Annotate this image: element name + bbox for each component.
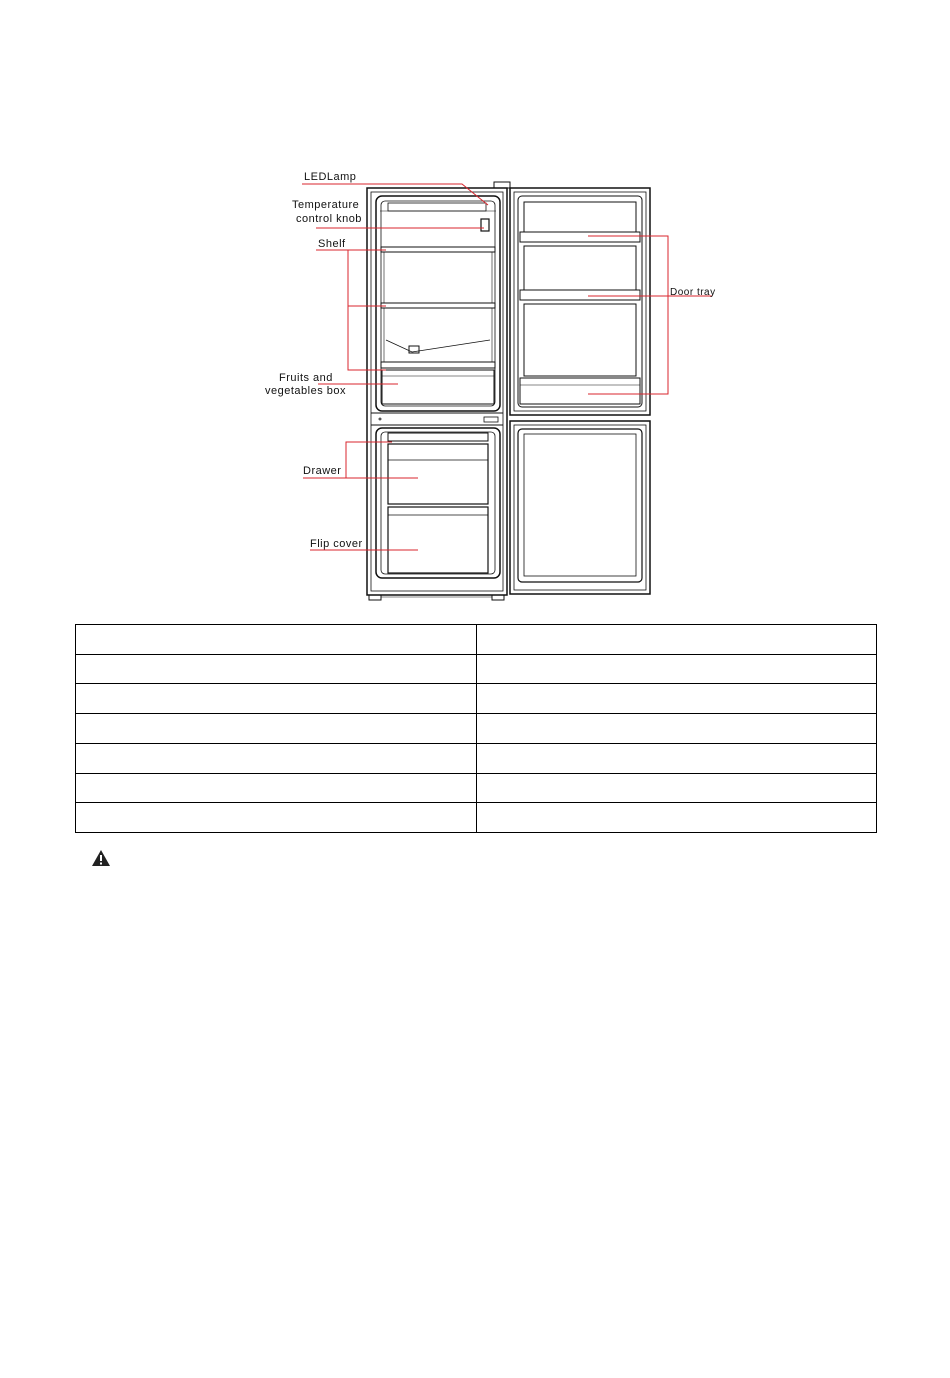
label-door-tray: Door tray bbox=[670, 287, 716, 298]
table-cell bbox=[76, 773, 477, 803]
table-row bbox=[76, 684, 877, 714]
label-shelf: Shelf bbox=[318, 238, 346, 250]
table-cell bbox=[76, 625, 477, 655]
led-lamp-housing bbox=[388, 203, 486, 211]
freezer-inner-liner bbox=[381, 432, 495, 574]
table-cell bbox=[476, 625, 877, 655]
table-cell bbox=[76, 684, 477, 714]
table-cell bbox=[476, 714, 877, 744]
fruits-vegetables-box bbox=[382, 370, 494, 404]
shelf-1 bbox=[381, 247, 495, 252]
temperature-knob bbox=[481, 219, 489, 231]
table-cell bbox=[476, 743, 877, 773]
label-led-lamp: LEDLamp bbox=[304, 171, 357, 183]
flip-cover-drawer bbox=[388, 507, 488, 573]
label-fruits-box-1: Fruits and bbox=[279, 372, 333, 384]
label-temperature-knob-2: control knob bbox=[296, 213, 362, 225]
table-row bbox=[76, 803, 877, 833]
callout-door-tray bbox=[588, 236, 668, 394]
door-tray-3 bbox=[524, 304, 636, 376]
label-drawer: Drawer bbox=[303, 465, 342, 477]
freezer-door-inner bbox=[514, 425, 646, 590]
table-row bbox=[76, 625, 877, 655]
door-tray-1 bbox=[524, 202, 636, 232]
freezer-compartment bbox=[376, 428, 500, 578]
table-row bbox=[76, 714, 877, 744]
freezer-top-cover bbox=[388, 433, 488, 441]
label-flip-cover: Flip cover bbox=[310, 538, 363, 550]
table-row bbox=[76, 773, 877, 803]
table-row bbox=[76, 654, 877, 684]
table-cell bbox=[476, 773, 877, 803]
table-cell bbox=[476, 684, 877, 714]
door-tray-4 bbox=[520, 378, 640, 404]
table-cell bbox=[476, 803, 877, 833]
spec-table bbox=[75, 624, 877, 833]
table-cell bbox=[76, 803, 477, 833]
warning-triangle-icon bbox=[91, 849, 111, 867]
table-row bbox=[76, 743, 877, 773]
fridge-diagram bbox=[0, 0, 950, 620]
door-tray-2 bbox=[524, 246, 636, 290]
table-cell bbox=[76, 743, 477, 773]
table-cell bbox=[76, 714, 477, 744]
label-temperature-knob-1: Temperature bbox=[292, 199, 360, 211]
drawer bbox=[388, 444, 488, 504]
crisper-cover bbox=[381, 362, 495, 368]
table-cell bbox=[476, 654, 877, 684]
freezer-door bbox=[510, 421, 650, 594]
top-hinge bbox=[494, 182, 510, 188]
table-cell bbox=[76, 654, 477, 684]
label-fruits-box-2: vegetables box bbox=[265, 385, 346, 397]
shelf-2 bbox=[381, 303, 495, 308]
fridge-door bbox=[510, 188, 650, 415]
